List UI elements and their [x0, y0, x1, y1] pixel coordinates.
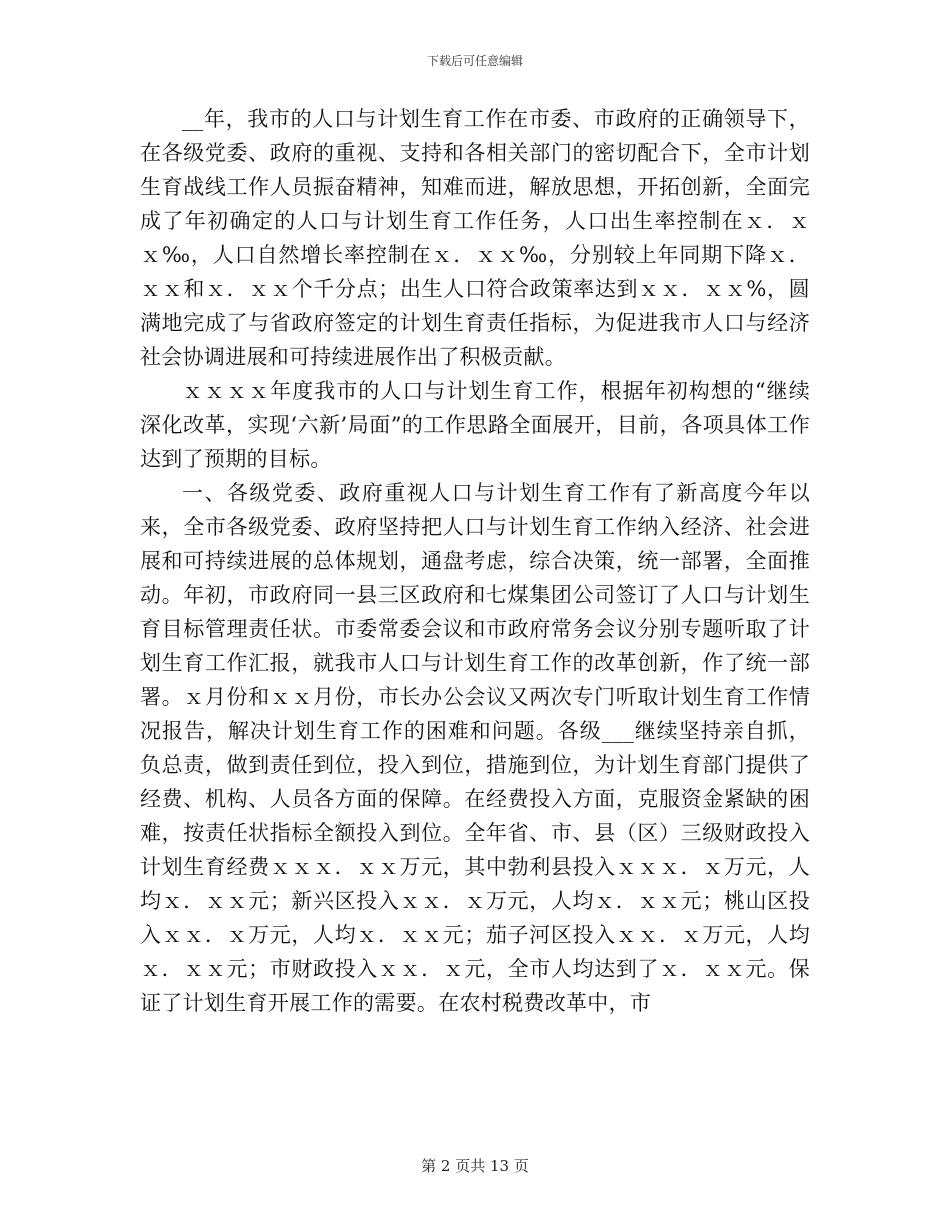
page-number: 第 2 页共 13 页 [421, 1157, 529, 1175]
paragraph-summary: __年，我市的人口与计划生育工作在市委、市政府的正确领导下，在各级党委、政府的重视、支持和各相关部门的密切配合下，全市计划生育战线工作人员振奋精神，知难而进，解放思想，开拓创新，全面完成了年初确定的人口与计划生育工作任务，人口出生率控制在ｘ．ｘｘ‰，人口自然增长率控制在ｘ．ｘｘ‰，分别较上年同期下降ｘ．ｘｘ和ｘ．ｘｘ个千分点；出生人口符合政策率达到ｘｘ．ｘｘ%，圆满地完成了与省政府签定的计划生育责任指标，为促进我市人口与经济社会协调进展和可持续进展作出了积极贡献。 [140, 107, 810, 369]
paragraph-section-one: 一、各级党委、政府重视人口与计划生育工作有了新高度今年以来，全市各级党委、政府坚持把人口与计划生育工作纳入经济、社会进展和可持续进展的总体规划，通盘考虑，综合决策，统一部署，全面推动。年初，市政府同一县三区政府和七煤集团公司签订了人口与计划生育目标管理责任状。市委常委会议和市政府常务会议分别专题听取了计划生育工作汇报，就我市人口与计划生育工作的改革创新，作了统一部署。ｘ月份和ｘｘ月份，市长办公会议又两次专门听取计划生育工作情况报告，解决计划生育工作的困难和问题。各级___继续坚持亲自抓，负总责，做到责任到位，投入到位，措施到位，为计划生育部门提供了经费、机构、人员各方面的保障。在经费投入方面，克服资金紧缺的困难，按责任状指标全额投入到位。全年省、市、县（区）三级财政投入计划生育经费ｘｘｘ．ｘｘ万元，其中勃利县投入ｘｘｘ．ｘ万元，人均ｘ．ｘｘ元；新兴区投入ｘｘ．ｘ万元，人均ｘ．ｘｘ元；桃山区投入ｘｘ．ｘ万元，人均ｘ．ｘｘ元；茄子河区投入ｘｘ．ｘ万元，人均ｘ．ｘｘ元；市财政投入ｘｘ．ｘ元，全市人均达到了ｘ．ｘｘ元。保证了计划生育开展工作的需要。在农村税费改革中，市 [140, 481, 810, 1015]
document-body [140, 102, 810, 1020]
page-header-note: 下载后可任意编辑 [426, 54, 523, 68]
paragraph-annual-plan: ｘｘｘｘ年度我市的人口与计划生育工作，根据年初构想的“继续深化改革，实现‘六新’局面”的工作思路全面展开，目前，各项具体工作达到了预期的目标。 [140, 379, 810, 471]
